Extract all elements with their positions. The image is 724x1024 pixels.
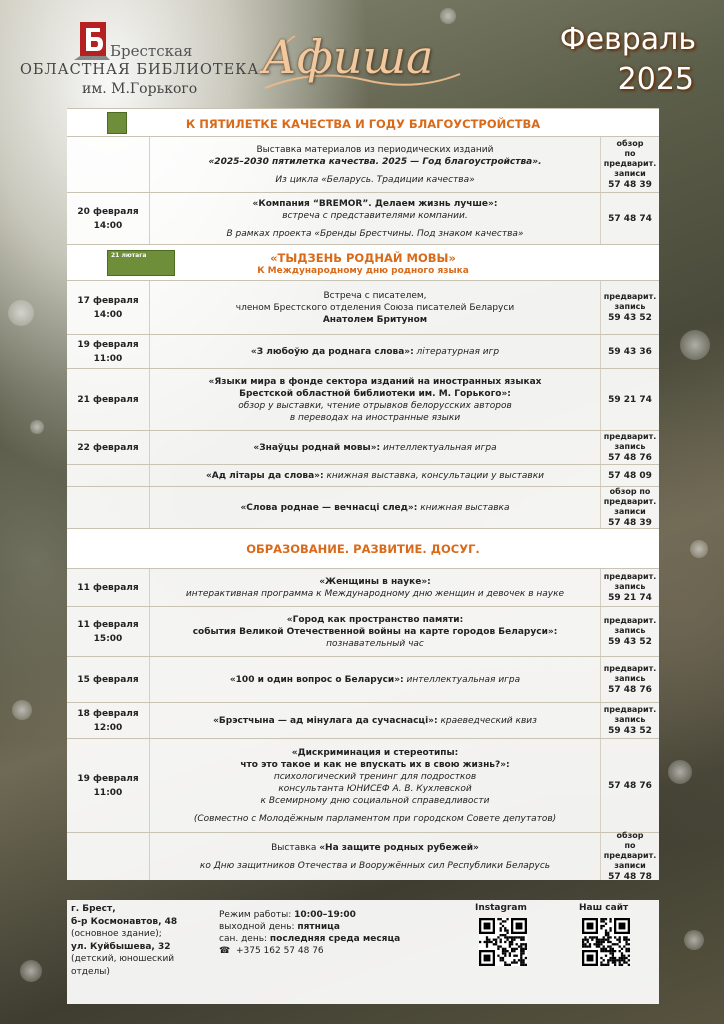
address-block	[71, 903, 177, 978]
event-time: 11:00	[93, 787, 123, 798]
contact-note: запись	[614, 302, 646, 311]
event-row	[67, 192, 659, 244]
event-line	[271, 842, 479, 854]
event-description	[149, 657, 601, 702]
poster-title: Афиша	[262, 30, 434, 84]
contact-note: запись	[614, 674, 646, 683]
event-line	[230, 674, 520, 686]
event-description	[149, 137, 601, 192]
event-row	[67, 486, 659, 528]
event-line: членом Брестского отделения Союза писателей Беларуси	[235, 302, 515, 313]
contact-note: предварит.	[603, 497, 657, 506]
event-time: 11:00	[93, 353, 123, 364]
event-line: психологический тренинг для подростков	[273, 771, 477, 782]
event-description	[149, 369, 601, 430]
event-contact-cell	[601, 281, 659, 334]
event-date-cell	[67, 465, 149, 486]
event-date-cell	[67, 607, 149, 656]
event-line: «Компания “BREMOR”. Делаем жизнь лучше»:	[252, 198, 498, 209]
contact-phone: 59 43 52	[608, 726, 652, 736]
event-description	[149, 431, 601, 464]
event-line: события Великой Отечественной войны на карте городов Беларуси»:	[192, 626, 558, 637]
bokeh-droplet	[30, 420, 44, 434]
native-language-day-badge: 21 лютага	[107, 250, 175, 276]
logo-line-1: Брестская	[110, 42, 193, 60]
event-line: Брестской областной библиотеки им. М. Горького»:	[239, 388, 511, 399]
address-second-street: ул. Куйбышева, 32	[71, 941, 171, 952]
contact-phone: 59 21 74	[608, 593, 652, 603]
event-line: (Совместно с Молодёжным парламентом при городском Совете депутатов)	[193, 813, 557, 824]
event-type: интеллектуальная игра	[380, 442, 497, 453]
event-contact-cell	[601, 431, 659, 464]
dayoff-label: выходной день:	[219, 922, 298, 932]
event-line: встреча с представителями компании.	[282, 210, 468, 221]
event-description	[149, 335, 601, 368]
event-title: «Слова роднае — вечнасці след»:	[240, 502, 418, 513]
event-contact-cell	[601, 703, 659, 738]
event-row	[67, 738, 659, 832]
address-second-note-2: отделы)	[71, 966, 110, 977]
library-emblem-icon	[72, 20, 112, 62]
event-contact-cell	[601, 137, 659, 192]
event-line: Анатолем Бритуном	[322, 314, 428, 325]
event-time: 12:00	[93, 722, 123, 733]
event-contact-cell	[601, 739, 659, 832]
section3-title: ОБРАЗОВАНИЕ. РАЗВИТИЕ. ДОСУГ.	[246, 542, 480, 556]
event-date-cell	[67, 137, 149, 192]
year-title: 2025	[617, 62, 694, 97]
event-line	[240, 502, 509, 514]
event-description	[149, 465, 601, 486]
footer-phone: +375 162 57 48 76	[235, 946, 324, 956]
logo-line-2: ОБЛАСТНАЯ БИБЛИОТЕКА	[20, 62, 260, 78]
section1-header	[67, 108, 659, 136]
sanitary-day-label: сан. день:	[219, 934, 270, 944]
event-line	[206, 470, 544, 482]
event-date: 17 февраля	[77, 295, 139, 306]
event-date: 20 февраля	[77, 206, 139, 217]
event-row	[67, 656, 659, 702]
event-row	[67, 568, 659, 606]
event-description	[149, 607, 601, 656]
event-row	[67, 430, 659, 464]
event-line: Из цикла «Беларусь. Традиции качества»	[275, 174, 475, 185]
section2-header	[67, 244, 659, 280]
event-description	[149, 487, 601, 528]
event-row	[67, 464, 659, 486]
contact-note: запись	[614, 442, 646, 451]
event-time: 14:00	[93, 309, 123, 320]
bokeh-droplet	[20, 960, 42, 982]
contact-phone: 59 43 36	[608, 347, 652, 357]
contact-note: предварит.	[603, 572, 657, 581]
contact-note: обзор	[616, 139, 644, 148]
event-contact-cell	[601, 369, 659, 430]
event-title: «З любоўю да роднага слова»:	[250, 346, 414, 357]
event-title: «100 и один вопрос о Беларуси»:	[229, 674, 404, 685]
library-logo	[20, 20, 260, 100]
contact-note: записи	[614, 507, 646, 516]
event-line: консультанта ЮНИСЕФ А. В. Кухлевской	[278, 783, 472, 794]
site-qr-code[interactable]	[582, 918, 630, 966]
event-line: ко Дню защитников Отечества и Вооружённых сил Республики Беларусь	[199, 860, 551, 871]
event-time: 15:00	[93, 633, 123, 644]
address-second-note-1: (детский, юношеский	[71, 954, 175, 964]
event-title: «Ад літары да слова»:	[205, 470, 324, 481]
event-date: 18 февраля	[77, 708, 139, 719]
event-date-cell	[67, 657, 149, 702]
bokeh-droplet	[680, 330, 710, 360]
section2-title: «ТЫДЗЕНЬ РОДНАЙ МОВЫ»	[270, 251, 456, 265]
event-type: интеллектуальная игра	[403, 674, 521, 685]
instagram-label: Instagram	[475, 903, 527, 913]
event-line: в переводах на иностранные языки	[289, 412, 461, 423]
contact-note: предварит.	[603, 664, 657, 673]
contact-note: предварит.	[603, 432, 657, 441]
event-date-cell	[67, 369, 149, 430]
bokeh-droplet	[690, 540, 708, 558]
contact-phone: 59 43 52	[608, 637, 652, 647]
event-row	[67, 136, 659, 192]
dayoff-value: пятница	[297, 922, 340, 932]
event-date-cell	[67, 281, 149, 334]
contact-note: предварит.	[603, 292, 657, 301]
event-line: интерактивная программа к Международному дню женщин и девочек в науке	[185, 588, 565, 599]
address-main-note: (основное здание);	[71, 929, 162, 939]
event-row	[67, 702, 659, 738]
contact-note: записи	[614, 861, 646, 870]
event-title: «На защите родных рубежей»	[319, 842, 479, 853]
contact-phone: 59 43 52	[608, 313, 652, 323]
event-type: книжная выставка	[417, 502, 510, 513]
contact-note: записи	[614, 169, 646, 178]
event-description	[149, 281, 601, 334]
event-line	[253, 442, 496, 454]
footer-info	[67, 900, 659, 1004]
event-title: «Знаўцы роднай мовы»:	[253, 442, 381, 453]
contact-phone: 57 48 74	[608, 214, 652, 224]
event-line	[213, 715, 537, 727]
address-main-street: б-р Космонавтов, 48	[71, 916, 178, 927]
contact-phone: 57 48 39	[608, 180, 652, 190]
event-date-cell	[67, 335, 149, 368]
phone-icon: ☎	[219, 946, 231, 956]
event-type: книжная выставка, консультации у выставки	[323, 470, 545, 481]
contact-note: запись	[614, 582, 646, 591]
contact-note: по предварит.	[603, 841, 657, 860]
quality-five-year-logo-icon	[107, 112, 127, 134]
bokeh-droplet	[8, 300, 34, 326]
event-date: 11 февраля	[77, 619, 139, 630]
section1-title: К ПЯТИЛЕТКЕ КАЧЕСТВА И ГОДУ БЛАГОУСТРОЙСТВА	[185, 117, 541, 131]
contact-note: предварит.	[603, 616, 657, 625]
events-panel	[67, 108, 659, 880]
contact-note: запись	[614, 626, 646, 635]
logo-line-3: им. М.Горького	[82, 81, 198, 97]
event-line: В рамках проекта «Бренды Брестчины. Под знаком качества»	[226, 228, 524, 239]
event-description	[149, 833, 601, 880]
event-line: «Женщины в науке»:	[319, 576, 431, 587]
contact-phone: 57 48 76	[608, 781, 652, 791]
contact-phone: 59 21 74	[608, 395, 652, 405]
event-title: «Брэстчына — ад мінулага да сучаснасці»:	[213, 715, 438, 726]
event-line: познавательный час	[326, 638, 424, 649]
event-line	[251, 346, 499, 358]
event-row	[67, 334, 659, 368]
event-kind: Выставка	[271, 842, 320, 853]
month-title: Февраль	[559, 22, 696, 57]
event-contact-cell	[601, 335, 659, 368]
event-line: к Всемирному дню социальной справедливости	[260, 795, 490, 806]
contact-phone: 57 48 78	[608, 872, 652, 882]
event-line: Встреча с писателем,	[323, 290, 427, 301]
event-date: 11 февраля	[77, 582, 139, 593]
contact-note: предварит.	[603, 705, 657, 714]
event-line: «Языки мира в фонде сектора изданий на иностранных языках	[208, 376, 542, 387]
event-line: обзор у выставки, чтение отрывков белорусских авторов	[238, 400, 512, 411]
event-date: 19 февраля	[77, 339, 139, 350]
contact-phone: 57 48 39	[608, 518, 652, 528]
contact-phone: 57 48 09	[608, 471, 652, 481]
event-line: Выставка материалов из периодических изданий	[256, 144, 494, 155]
event-row	[67, 832, 659, 880]
event-date-cell	[67, 487, 149, 528]
bokeh-droplet	[12, 700, 32, 720]
sanitary-day-value: последняя среда месяца	[269, 934, 401, 944]
contact-note: запись	[614, 715, 646, 724]
working-hours	[219, 909, 400, 957]
event-contact-cell	[601, 833, 659, 880]
bokeh-droplet	[668, 760, 692, 784]
event-type: літературная игр	[413, 346, 500, 357]
bokeh-droplet	[440, 8, 456, 24]
event-description	[149, 569, 601, 606]
event-date: 21 февраля	[77, 394, 139, 405]
hours-label: Режим работы:	[219, 910, 295, 920]
section3-header	[67, 528, 659, 568]
hours-value: 10:00–19:00	[294, 910, 356, 920]
event-line: «Город как пространство памяти:	[286, 614, 464, 625]
event-row	[67, 606, 659, 656]
event-description	[149, 703, 601, 738]
event-date-cell	[67, 431, 149, 464]
event-row	[67, 280, 659, 334]
contact-note: по предварит.	[603, 149, 657, 168]
bokeh-droplet	[684, 930, 704, 950]
contact-note: обзор по	[609, 487, 651, 496]
section2-subtitle: К Международному дню родного языка	[257, 266, 469, 276]
event-line: что это такое и как не впускать их в свою жизнь?»:	[240, 759, 510, 770]
event-contact-cell	[601, 657, 659, 702]
event-row	[67, 368, 659, 430]
contact-note: обзор	[616, 831, 644, 840]
event-contact-cell	[601, 465, 659, 486]
event-line: «Дискриминация и стереотипы:	[291, 747, 459, 758]
contact-phone: 57 48 76	[608, 453, 652, 463]
contact-phone: 57 48 76	[608, 685, 652, 695]
event-date-cell	[67, 703, 149, 738]
event-contact-cell	[601, 487, 659, 528]
address-city: г. Брест,	[71, 904, 116, 914]
event-description	[149, 739, 601, 832]
event-date: 19 февраля	[77, 773, 139, 784]
event-time: 14:00	[93, 220, 123, 231]
event-contact-cell	[601, 569, 659, 606]
event-date-cell	[67, 569, 149, 606]
event-description	[149, 193, 601, 244]
event-date: 15 февраля	[77, 674, 139, 685]
event-contact-cell	[601, 607, 659, 656]
event-date-cell	[67, 193, 149, 244]
event-line: «2025–2030 пятилетка качества. 2025 — Год благоустройства».	[208, 156, 542, 167]
event-date-cell	[67, 833, 149, 880]
event-date: 22 февраля	[77, 442, 139, 453]
event-contact-cell	[601, 193, 659, 244]
site-label: Наш сайт	[579, 903, 629, 913]
event-date-cell	[67, 739, 149, 832]
instagram-qr-code[interactable]	[479, 918, 527, 966]
event-type: краеведческий квиз	[437, 715, 537, 726]
